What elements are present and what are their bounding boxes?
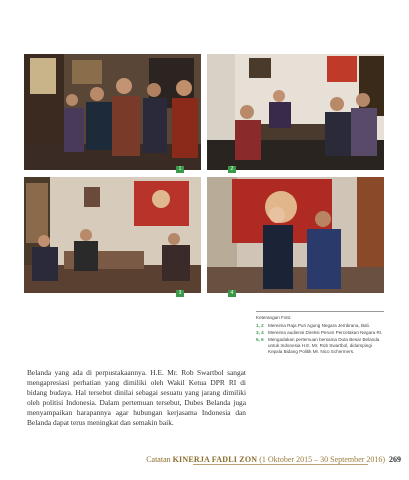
photo-meeting-2 xyxy=(207,54,384,170)
photo-badge: 4 xyxy=(228,290,236,297)
footer-brand: KINERJA FADLI ZON xyxy=(172,455,258,464)
caption-divider xyxy=(256,311,384,312)
caption-number: 1, 2 xyxy=(256,323,264,328)
caption-item xyxy=(256,330,386,336)
photo-badge: 3 xyxy=(176,290,184,297)
page-footer xyxy=(146,455,401,464)
caption-text: Mengadakan pertemuan bersama Duta Besar Belanda untuk Indonesia H.E. Mr. Rob Swartbol, didampingi Kepala Bidang Politik Mr. Nico Schermers. xyxy=(268,336,380,354)
page-number: 269 xyxy=(389,455,401,464)
footer-range: (1 Oktober 2015 – 30 September 2016) xyxy=(259,455,385,464)
caption-text: Mereima Raja Puri Agung Negara Jembrana, Bali. xyxy=(268,323,370,328)
photo-captions xyxy=(256,315,386,356)
photo-badge: 1 xyxy=(176,166,184,173)
caption-item xyxy=(256,323,386,329)
caption-text: Mereima audiensi Direksi Perum Percetakan Negara RI. xyxy=(268,329,383,335)
photo-badge: 2 xyxy=(228,166,236,173)
caption-title: Keterangan Foto: xyxy=(256,315,292,320)
footer-rule xyxy=(193,464,368,465)
body-paragraph: Belanda yang ada di perpustakaannya. H.E. Mr. Rob Swartbol sangat mengapresiasi perhatian yang dimiliki oleh Wakil Ketua DPR RI di bidang budaya. Hal tersebut dinilai sebagai sesuatu yang jarang dimiliki oleh politisi Indonesia. Dalam pertemuan tersebut, Dubes Belanda juga menyampaikan harapannya agar hubungan kerjasama Indonesia dan Belanda dapat terus meningkat dan semakin baik. xyxy=(27,368,246,428)
photo-meeting-3 xyxy=(24,177,201,293)
caption-number: 5, 6 xyxy=(256,336,264,342)
photo-meeting-4 xyxy=(207,177,384,293)
caption-number: 3, 4 xyxy=(256,329,264,335)
footer-prefix: Catatan xyxy=(146,455,171,464)
caption-item xyxy=(256,337,386,356)
photo-meeting-1 xyxy=(24,54,201,170)
